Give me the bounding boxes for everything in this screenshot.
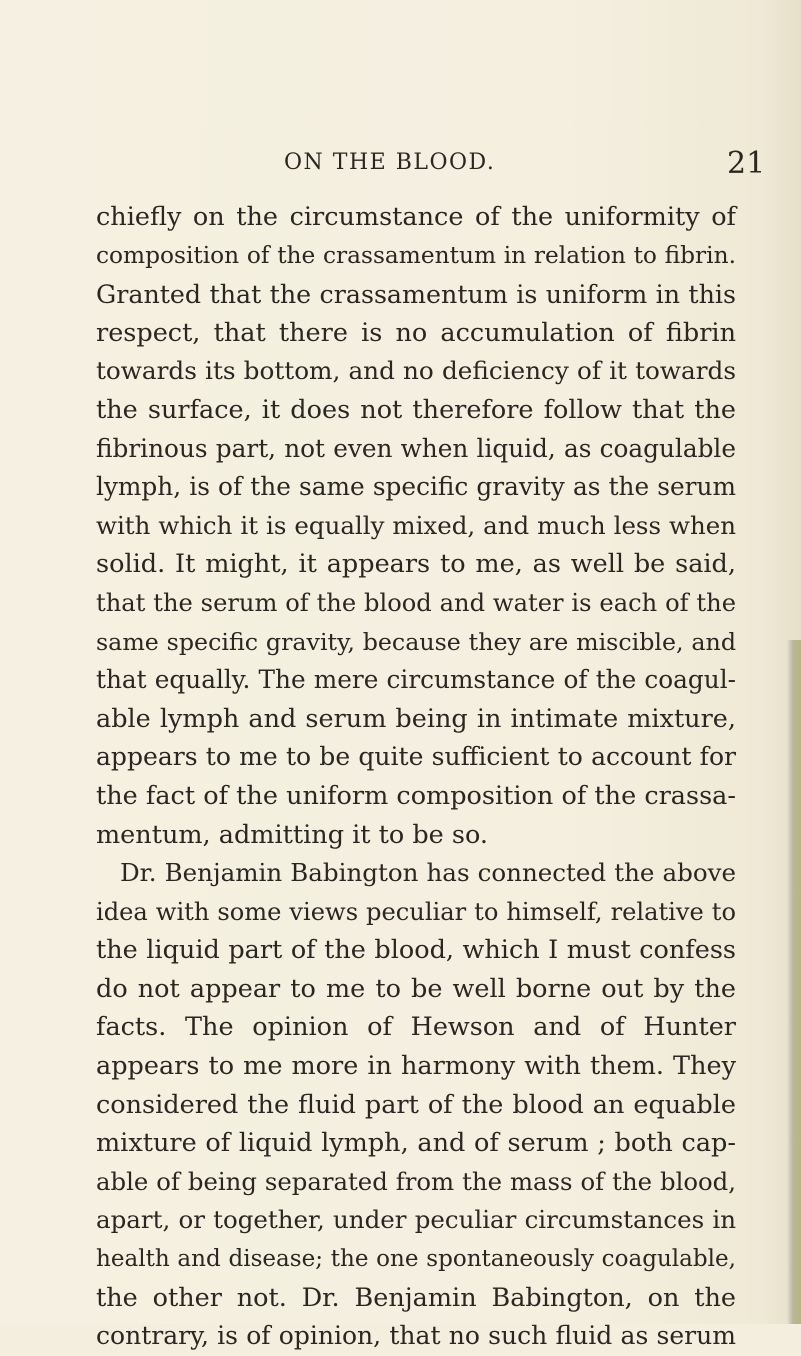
text-line: appears to me to be quite sufficient to account for [96,742,736,772]
text-line: same specific gravity, because they are miscible, and [96,627,736,656]
page-number: 21 [727,146,766,181]
body-text [96,198,736,1356]
text-line: the liquid part of the blood, which I must confess [96,935,736,966]
text-line: health and disease; the one spontaneously coagulable, [96,1246,736,1273]
text-line: solid. It might, it appears to me, as well be said, [96,549,736,580]
text-line: Granted that the crassamentum is uniform in this [96,279,736,310]
text-line: idea with some views peculiar to himself, relative to [96,897,736,926]
text-line: contrary, is of opinion, that no such fluid as serum [96,1321,736,1351]
text-line: Dr. Benjamin Babington has connected the above [120,858,736,888]
page-edge-shadow [787,640,801,1324]
text-line: fibrinous part, not even when liquid, as coagulable [96,433,736,463]
text-line: respect, that there is no accumulation of fibrin [96,317,736,348]
text-line: that the serum of the blood and water is each of the [96,588,736,617]
text-line: able of being separated from the mass of the blood, [96,1166,736,1196]
text-line: the other not. Dr. Benjamin Babington, on the [96,1282,736,1313]
text-line: lymph, is of the same specific gravity as the serum [96,472,736,502]
text-line: with which it is equally mixed, and much less when [96,510,736,540]
text-line: the surface, it does not therefore follow that the [96,394,736,425]
text-line: apart, or together, under peculiar circumstances in [96,1205,736,1235]
text-line: composition of the crassamentum in relation to fibrin. [96,241,736,269]
text-line: appears to me more in harmony with them. They [96,1051,736,1082]
text-line: able lymph and serum being in intimate mixture, [96,703,736,734]
text-line: mixture of liquid lymph, and of serum ; both cap- [96,1128,736,1159]
text-line: mentum, admitting it to be so. [96,819,488,850]
text-line: towards its bottom, and no deficiency of it towards [96,356,736,386]
text-line: facts. The opinion of Hewson and of Hunter [96,1012,736,1043]
text-line: the fact of the uniform composition of the crassa- [96,780,736,811]
page-header [0,146,801,186]
text-line: do not appear to me to be well borne out by the [96,973,736,1004]
running-title: ON THE BLOOD. [284,150,496,175]
text-line: chiefly on the circumstance of the uniformity of [96,202,736,232]
text-line: that equally. The mere circumstance of the coagul- [96,665,736,695]
text-line: considered the fluid part of the blood an equable [96,1089,736,1120]
